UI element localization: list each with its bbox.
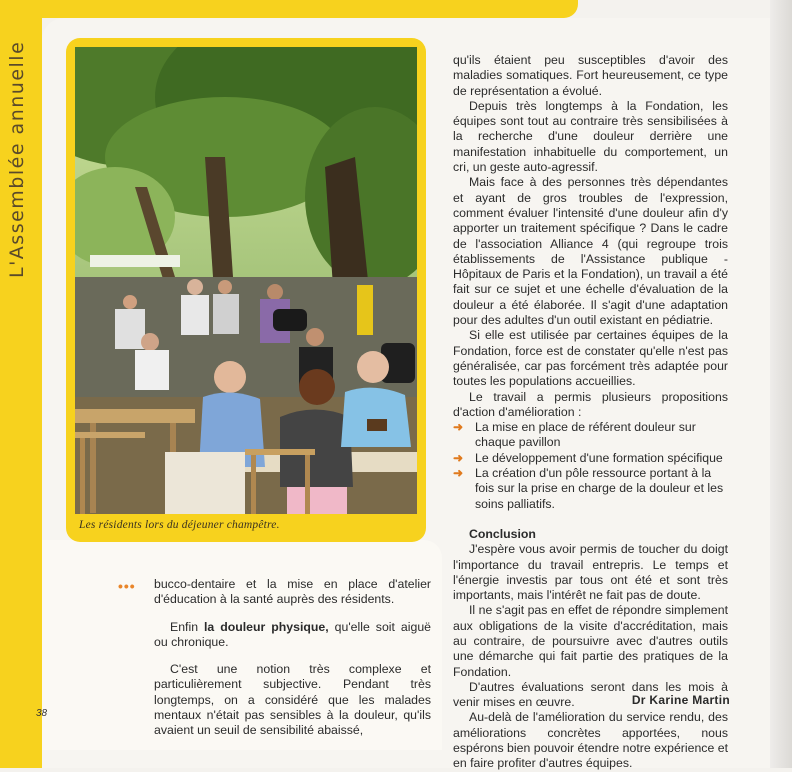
- list-item: ➜ Le développement d'une formation spécifique: [453, 450, 723, 465]
- author-signature: Dr Karine Martin: [631, 693, 730, 707]
- list-item: ➜ La création d'un pôle ressource portant à la fois sur la prise en charge de la douleur et les soins palliatifs.: [453, 466, 724, 511]
- paragraph: Mais face à des personnes très dépendantes et ayant de gros troubles de l'expression, comment évaluer l'intensité d'une douleur afin d'y apporter un traitement spécifique ? Dans le cadre de l'association Alliance 4 (qui regroupe trois établissements de l'Assistance publique - Hôpitaux de Paris et la Fondation), un travail a été fait sur ce sujet et une échelle d'évaluation de la douleur a été élaborée. Il s'agit d'une adaptation pour des adultes d'un outil existant en pédiatrie.: [453, 175, 728, 328]
- photo-caption: Les résidents lors du déjeuner champêtre.: [79, 519, 280, 531]
- paragraph: Enfin la douleur physique, qu'elle soit aiguë ou chronique.: [154, 619, 431, 649]
- list-item: ➜ La mise en place de référent douleur sur chaque pavillon: [453, 420, 696, 450]
- paragraph: C'est une notion très complexe et particulièrement subjective. Pendant très longtemps, on a considéré que les malades mentaux n'était pas sensibles à la douleur, qu'ils avaient un seuil de sensibilité abaissé,: [154, 662, 431, 738]
- picnic-scene-illustration: [75, 47, 417, 514]
- paragraph: Depuis très longtemps à la Fondation, les équipes sont tout au contraire très sensibilisées à la recherche d'une douleur derrière une manifestation inhabituelle du comportement, un cri, un geste auto-agressif.: [453, 98, 728, 175]
- conclusion-heading: Conclusion: [469, 526, 536, 541]
- left-text-column: [154, 577, 431, 739]
- arrow-bullet-icon: ➜: [453, 466, 464, 481]
- paragraph: Le travail a permis plusieurs propositions d'action d'amélioration :: [453, 389, 728, 419]
- paragraph: bucco-dentaire et la mise en place d'atelier d'éducation à la santé auprès des résidents.: [154, 577, 431, 607]
- paragraph: D'autres évaluations seront dans les mois à venir mises en œuvre.: [453, 679, 728, 710]
- paragraph: J'espère vous avoir permis de toucher du doigt l'importance du travail entrepris. Le temps et l'énergie investis par tous ont été et sont très importants, mais l'intérêt ne fait pas de doute.: [453, 542, 728, 603]
- page-number: 38: [36, 708, 48, 719]
- paragraph: Il ne s'agit pas en effet de répondre simplement aux obligations de la visite d'accréditation, mais au contraire, de poursuivre avec d'autres outils une démarche qui fait partie des pratiques de la Fondation.: [453, 603, 728, 679]
- paragraph: Au-delà de l'amélioration du service rendu, des améliorations concrètes apportées, nous espérons bien pouvoir étendre notre expérience et en faire profiter d'autres équipes.: [453, 710, 728, 771]
- yellow-top-band: [0, 0, 578, 18]
- paragraph: qu'ils étaient peu susceptibles d'avoir des maladies somatiques. Fort heureusement, ce type de représentation a évolué.: [453, 53, 728, 98]
- emphasis-text: la douleur physique,: [204, 619, 329, 634]
- paragraph: Si elle est utilisée par certaines équipes de la Fondation, force est de constater qu'elle n'est pas généralisée, car pas forcément très adaptée pour toutes les populations accueillies.: [453, 328, 728, 389]
- section-title: L'Assemblée annuelle: [6, 40, 28, 278]
- event-photo: [75, 47, 417, 514]
- arrow-bullet-icon: ➜: [453, 450, 464, 465]
- arrow-bullet-icon: ➜: [453, 420, 464, 435]
- continuation-dots: •••: [118, 578, 136, 594]
- page-fold-edge: [770, 0, 792, 768]
- right-text-column: [453, 53, 728, 772]
